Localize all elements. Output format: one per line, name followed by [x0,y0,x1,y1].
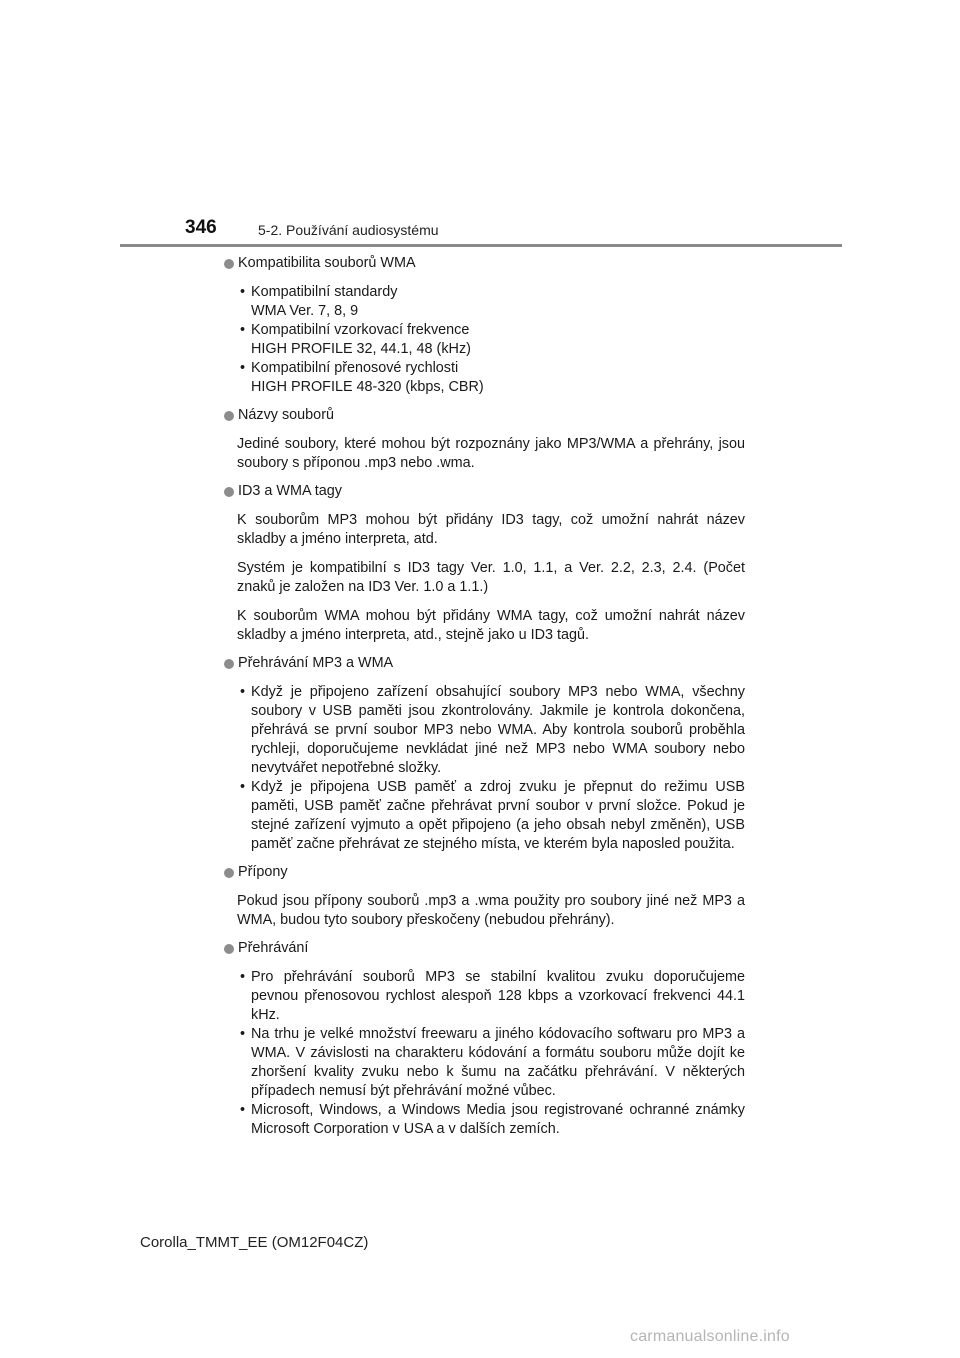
paragraph: K souborům WMA mohou být přidány WMA tagy, což umožní nahrát název skladby a jméno interpreta, atd., stejně jako u ID3 tagů. [237,608,745,643]
list-item-text: Pro přehrávání souborů MP3 se stabilní kvalitou zvuku doporučujeme pevnou přenosovou rychlost alespoň 128 kbps a vzorkovací frekvenci 44.1 kHz. [251,969,745,1023]
bullet-icon: • [240,284,246,300]
heading-text: ID3 a WMA tagy [238,483,342,499]
list-item [224,321,745,359]
heading-text: Přehrávání [238,940,309,956]
paragraph: Jediné soubory, které mohou být rozpoznány jako MP3/WMA a přehrány, jsou soubory s příponou .mp3 nebo .wma. [237,436,745,471]
section-playback [224,939,745,1139]
heading-text: Kompatibilita souborů WMA [238,255,416,271]
list-item [224,968,745,1025]
section-heading [224,406,745,425]
section-mp3-wma-playback [224,654,745,854]
list-item-text: Microsoft, Windows, a Windows Media jsou registrované ochranné známky Microsoft Corporation v USA a v dalších zemích. [251,1102,745,1137]
paragraph: Systém je kompatibilní s ID3 tagy Ver. 1.0, 1.1, a Ver. 2.2, 2.3, 2.4. (Počet znaků je založen na ID3 Ver. 1.0 a 1.1.) [237,560,745,595]
section-id3-wma-tags [224,482,745,645]
list-item-value: WMA Ver. 7, 8, 9 [251,303,359,319]
list-item [224,1101,745,1139]
list-item-text: Když je připojeno zařízení obsahující soubory MP3 nebo WMA, všechny soubory v USB paměti jsou zkontrolovány. Jakmile je kontrola dokončena, přehrává se první soubor MP3 nebo WMA. Aby kontrola souborů proběhla rychleji, doporučujeme nevkládat jiné než MP3 nebo WMA soubory nebo nevytvářet nepotřebné složky. [251,684,745,776]
bullet-list [224,968,745,1139]
paragraph: Pokud jsou přípony souborů .mp3 a .wma použity pro soubory jiné než MP3 a WMA, budou tyto soubory přeskočeny (nebudou přehrány). [237,893,745,928]
list-item [224,683,745,778]
bullet-list [224,683,745,854]
section-heading [224,482,745,501]
header-divider [120,244,842,247]
heading-text: Přehrávání MP3 a WMA [238,655,394,671]
bullet-dot-icon [224,868,234,878]
section-heading [224,254,745,273]
heading-text: Přípony [238,864,288,880]
bullet-icon: • [240,1102,246,1118]
list-item [224,359,745,397]
bullet-dot-icon [224,944,234,954]
list-item-value: HIGH PROFILE 48-320 (kbps, CBR) [251,379,484,395]
section-heading [224,939,745,958]
section-file-names [224,406,745,473]
list-item-text: Kompatibilní přenosové rychlosti [251,360,459,376]
bullet-icon: • [240,684,246,700]
list-item-value: HIGH PROFILE 32, 44.1, 48 (kHz) [251,341,471,357]
list-item-text: Na trhu je velké množství freewaru a jiného kódovacího softwaru pro MP3 a WMA. V závislosti na charakteru kódování a formátu souboru může dojít ke zhoršení kvality zvuku nebo k šumu na začátku přehrávání. V některých případech nemusí být přehrávání možné vůbec. [251,1026,745,1099]
paragraph: K souborům MP3 mohou být přidány ID3 tagy, což umožní nahrát název skladby a jméno interpreta, atd. [237,512,745,547]
heading-text: Názvy souborů [238,407,334,423]
section-extensions [224,863,745,930]
list-item [224,778,745,854]
bullet-dot-icon [224,259,234,269]
list-item-text: Když je připojena USB paměť a zdroj zvuku je přepnut do režimu USB paměti, USB paměť začne přehrávat první soubor v první složce. Pokud je stejné zařízení vyjmuto a opět připojeno (a jeho obsah nebyl změněn), USB paměť začne přehrávat ze stejného místa, ve kterém byla naposled použita. [251,779,745,852]
spec-list [224,283,745,397]
bullet-dot-icon [224,411,234,421]
list-item-text: Kompatibilní vzorkovací frekvence [251,322,470,338]
footer-manual-id: Corolla_TMMT_EE (OM12F04CZ) [140,1234,369,1251]
watermark: carmanualsonline.info [630,1328,790,1345]
section-title: 5-2. Používání audiosystému [258,222,439,238]
section-heading [224,863,745,882]
bullet-dot-icon [224,659,234,669]
section-heading [224,654,745,673]
bullet-dot-icon [224,487,234,497]
list-item [224,283,745,321]
list-item [224,1025,745,1101]
bullet-icon: • [240,1026,246,1042]
page-number: 346 [185,217,217,238]
bullet-icon: • [240,322,246,338]
section-wma-compatibility [224,254,745,397]
bullet-icon: • [240,360,246,376]
bullet-icon: • [240,779,246,795]
page-content [224,254,745,1139]
list-item-text: Kompatibilní standardy [251,284,398,300]
bullet-icon: • [240,969,246,985]
